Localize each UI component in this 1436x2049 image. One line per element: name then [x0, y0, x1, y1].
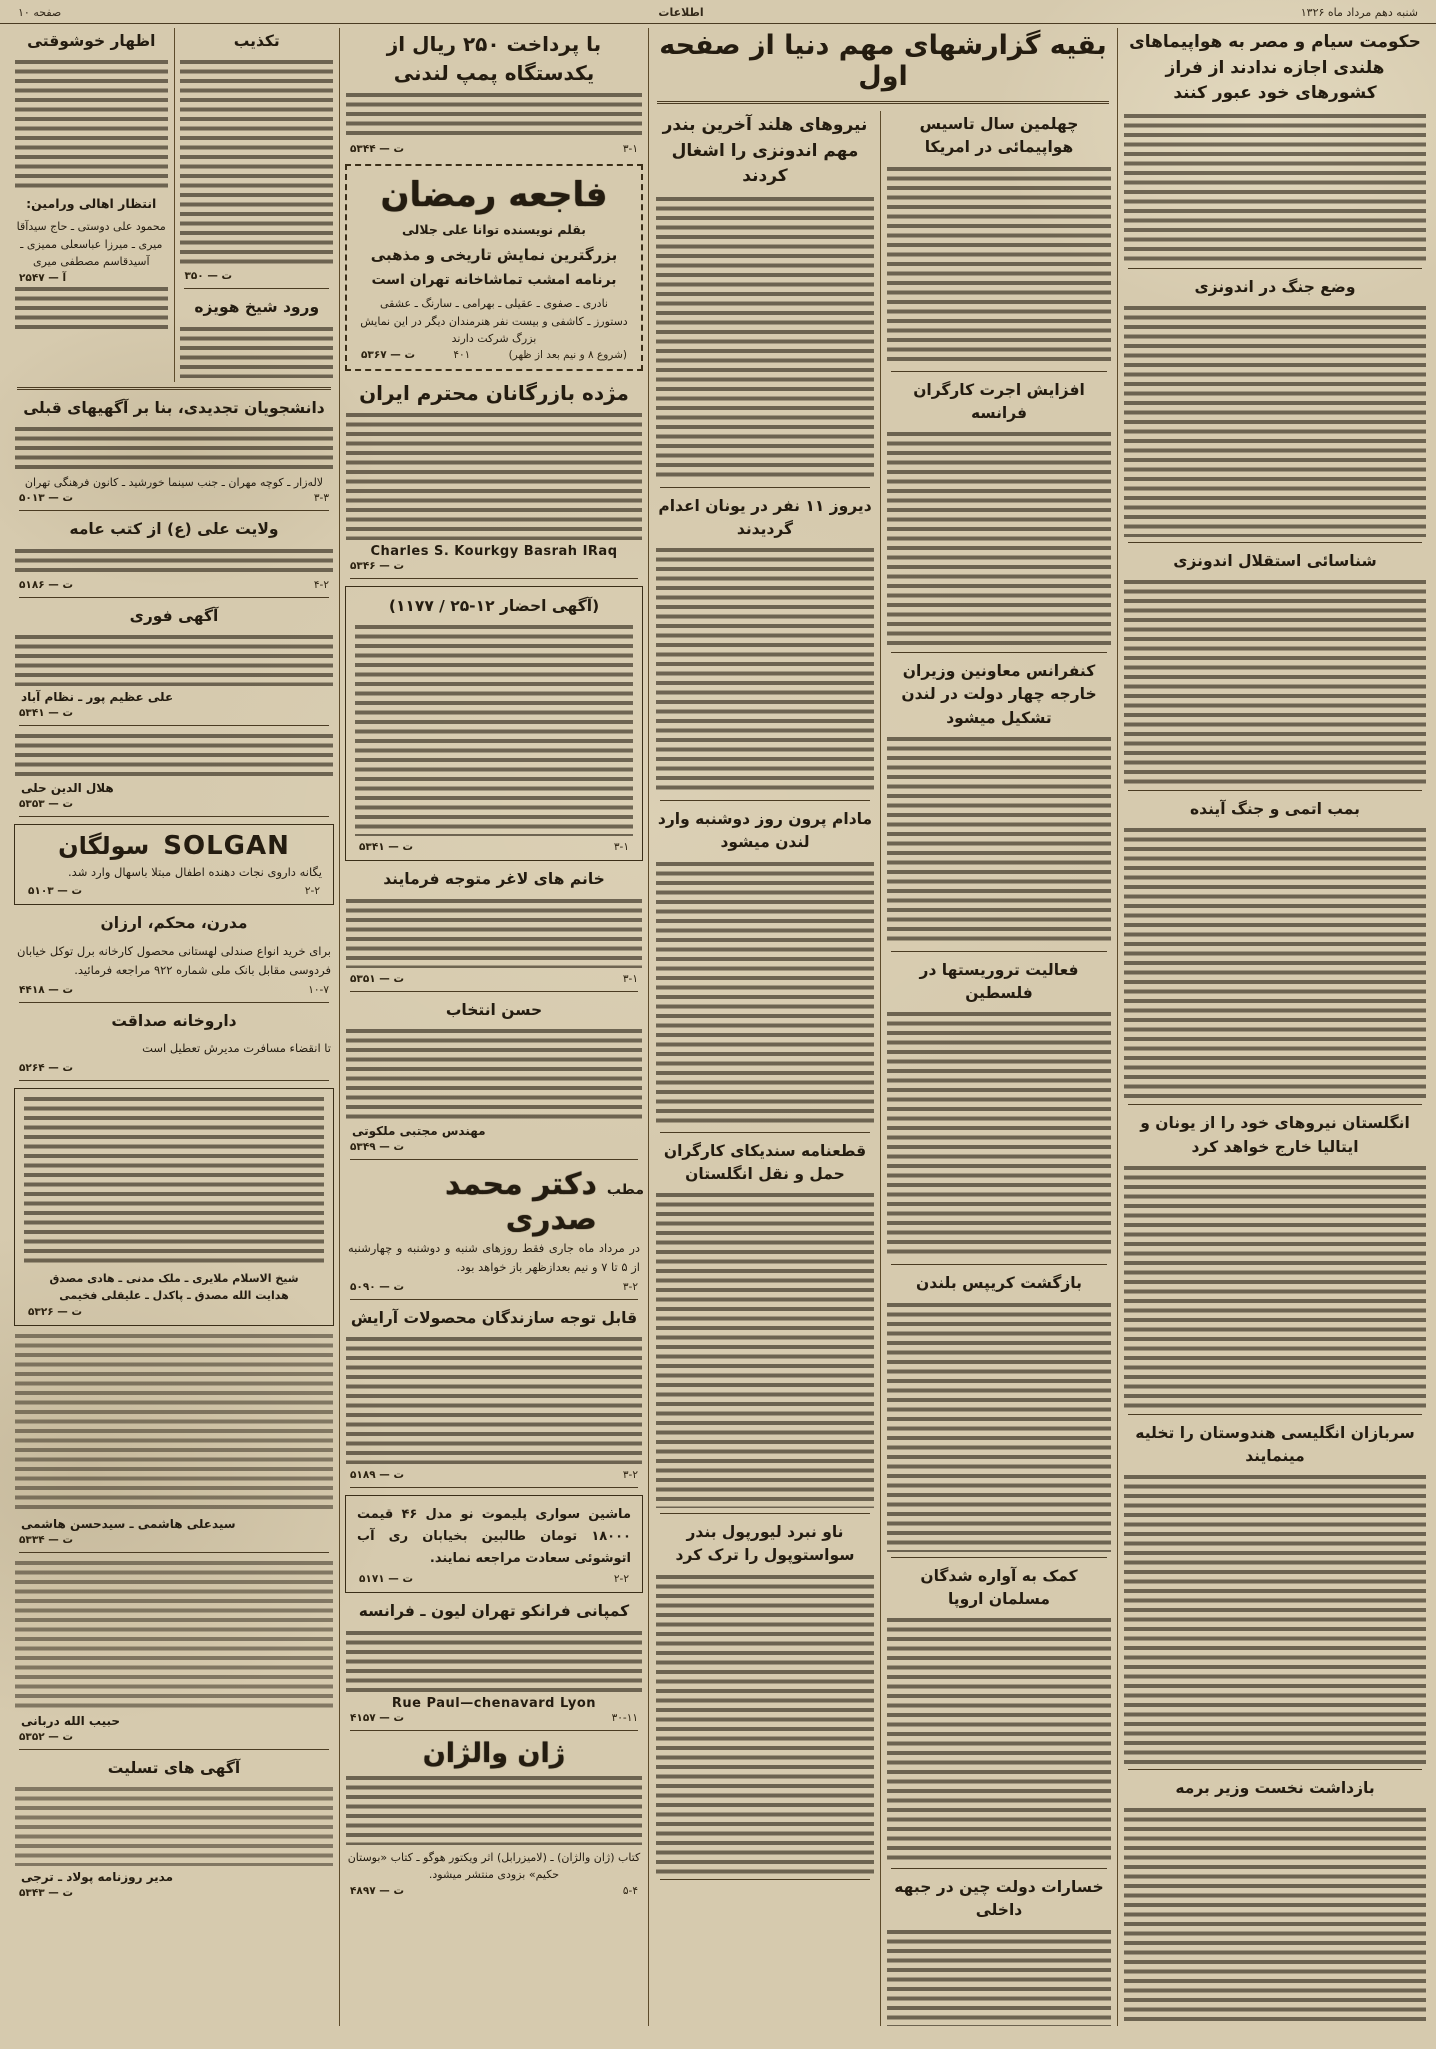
- ad-phone: ت — ۵۱۸۹: [350, 1469, 405, 1482]
- notice-condolence-ads: [13, 1757, 335, 1900]
- ad-footer: [13, 271, 170, 285]
- notice-signature: حبیب الله دربانی: [21, 1713, 121, 1728]
- ad-footer: [13, 983, 335, 997]
- notice-lead: انتظار اهالی ورامین:: [26, 196, 157, 212]
- article: [885, 113, 1113, 372]
- divider: [660, 1132, 870, 1133]
- article-title: ناو نبرد لیورپول بندر سواستوپول را ترک کرد: [675, 1523, 855, 1565]
- ad-body: تا انقضاء مسافرت مدیرش تعطیل است: [142, 1040, 331, 1055]
- ad-good-choice: [344, 999, 644, 1160]
- divider: [19, 1552, 329, 1553]
- article-body-text: [656, 547, 874, 795]
- classified-subcol-right: [178, 28, 335, 382]
- article: [654, 113, 876, 488]
- body-text-block: [15, 426, 333, 470]
- ad-phone: ت — ۵۳۵۲: [19, 1730, 74, 1743]
- ad-title: داروخانه صداقت: [111, 1011, 237, 1030]
- ad-summons: [345, 586, 643, 861]
- article-title: خسارات دولت چین در جبهه داخلی: [894, 1878, 1104, 1920]
- article: [654, 1140, 876, 1515]
- ad-phone: ت — ۵۳۵۱: [350, 972, 405, 985]
- ad-signature: مهندس مجتبی ملکوتی: [352, 1123, 486, 1138]
- body-text-block: [180, 59, 333, 265]
- ad-title: دانشجویان تجدیدی، بنا بر آگهیهای قبلی: [23, 398, 325, 417]
- ad-phone: ت — ۵۳۴۳: [19, 1886, 74, 1899]
- article-body-text: [887, 736, 1111, 946]
- divider: [19, 1080, 329, 1081]
- divider: [19, 597, 329, 598]
- column-rule: [648, 28, 649, 2026]
- lead-headline: بقیه گزارشهای مهم دنیا از صفحه اول: [659, 30, 1107, 92]
- article-body-text: [656, 1574, 874, 1874]
- ad-title: کمپانی فرانکو تهران لیون ـ فرانسه: [358, 1602, 630, 1621]
- ad-phone: ت — ۵۳۴۴: [350, 143, 405, 155]
- ad-body: یگانه داروی نجات دهنده اطفال مبتلا باسهال وارد شد.: [68, 864, 322, 879]
- column-rule: [339, 28, 340, 2026]
- article-body-text: [656, 1192, 874, 1508]
- column-classifieds-left: [13, 28, 335, 2026]
- divider: [891, 951, 1107, 952]
- ad-run-count: ۳-۱: [622, 972, 638, 985]
- ad-phone: ت — ۵۳۴۱: [359, 841, 414, 854]
- ad-run-count: ۳-۱: [613, 841, 629, 854]
- article-body-text: [887, 166, 1111, 366]
- ad-footer: [13, 706, 335, 720]
- article-title: انگلستان نیروهای خود را از یونان و ایتالیا خارج خواهد کرد: [1140, 1114, 1410, 1156]
- ad-body: ماشین سواری پلیموت نو مدل ۴۶ قیمت ۱۸۰۰۰ تومان طالبین بخیابان ری آب اتوشوئی سعادت مراجعه نمایند.: [357, 1507, 631, 1567]
- ad-caption: کتاب (ژان والژان) ـ (لامیزرابل) اثر ویکتور هوگو ـ کتاب «بوستان حکیم» بزودی منتشر میشود.: [347, 1850, 641, 1882]
- ad-solgan-medicine: [14, 824, 334, 906]
- ad-footer: [344, 972, 644, 986]
- divider: [19, 510, 329, 511]
- ad-ladies: [344, 868, 644, 991]
- divider: [350, 578, 638, 579]
- obituary-names: هدایت الله مصدق ـ پاکدل ـ علیقلی فخیمی: [59, 1289, 289, 1303]
- ad-phone: ت — ۵۳۴۹: [350, 1140, 405, 1153]
- solgan-persian-name: سولگان: [58, 831, 150, 860]
- ad-footer: [344, 1468, 644, 1482]
- column-rule: [880, 111, 881, 2026]
- masthead-title: اطلاعات: [658, 6, 704, 19]
- article: [1122, 798, 1428, 1105]
- divider: [350, 991, 638, 992]
- page-number: صفحه ۱۰: [18, 6, 62, 19]
- ad-title: قابل توجه سازندگان محصولات آرایش: [350, 1308, 638, 1327]
- ad-cast: نادری ـ صفوی ـ عقیلی ـ بهرامی ـ سارنگ ـ عشقی: [380, 297, 608, 311]
- ad-extra: دستورز ـ کاشفی و بیست نفر هنرمندان دیگر در این نمایش بزرگ شرکت دارند: [360, 314, 628, 346]
- article: [1122, 30, 1428, 269]
- divider: [1128, 268, 1422, 269]
- article-title: کمک به آواره شدگان مسلمان اروپا: [920, 1566, 1078, 1608]
- body-text-block: [15, 59, 168, 191]
- divider: [891, 371, 1107, 372]
- ad-run-count: ۳۰-۱۱: [611, 1711, 638, 1724]
- ad-furniture: [13, 912, 335, 1002]
- ad-phone: ت — ۵۰۱۳: [19, 492, 74, 505]
- ad-title: مژده بازرگانان محترم ایران: [359, 381, 629, 406]
- article-title: کنفرانس معاونین وزیران خارجه چهار دولت در لندن تشکیل میشود: [901, 662, 1097, 727]
- ad-phone: ت — ۳۵۰: [184, 270, 233, 283]
- ad-phone: ت — ۴۴۱۸: [19, 983, 74, 996]
- notice-title: آگهی های تسلیت: [107, 1758, 241, 1777]
- ad-run-count: ۳-۳: [313, 492, 329, 505]
- ad-line: بزرگترین نمایش تاریخی و مذهبی: [370, 245, 618, 264]
- ad-students: [13, 397, 335, 512]
- article-body-text: [656, 196, 874, 482]
- divider: [19, 1749, 329, 1750]
- column-rule: [174, 28, 175, 382]
- obituary-names: شیخ الاسلام ملایری ـ ملک مدنی ـ هادی مصدق: [49, 1271, 299, 1285]
- divider: [660, 487, 870, 488]
- solgan-latin-name: SOLGAN: [163, 830, 290, 861]
- divider: [657, 101, 1109, 104]
- ad-title: دکتر محمد صدری: [445, 1166, 597, 1237]
- ad-latin-address: Charles S. Kourkgy Basrah IRaq: [370, 544, 618, 560]
- article-title: چهلمین سال تاسیس هواپیمائی در امریکا: [919, 115, 1079, 157]
- body-text-block: [15, 733, 333, 777]
- article-body-text: [887, 1011, 1111, 1259]
- body-text-block: [346, 1336, 642, 1464]
- notice-title: ورود شیخ هویزه: [194, 298, 320, 317]
- ad-phone: ت — ۵۲۶۴: [19, 1061, 74, 1074]
- ad-title: حسن انتخاب: [445, 1000, 543, 1019]
- article-body-text: [1124, 1165, 1426, 1409]
- ad-footer: [13, 1730, 335, 1744]
- ad-plymouth-car: [345, 1495, 643, 1593]
- body-text-block: [15, 634, 333, 686]
- column-world-b: [654, 111, 876, 2026]
- ad-doctor-sadri: [344, 1167, 644, 1300]
- notice-helli: [13, 733, 335, 817]
- article-title: سربازان انگلیسی هندوستان را تخلیه مینمایند: [1135, 1423, 1415, 1465]
- ad-footer: [344, 559, 644, 573]
- article: [654, 1521, 876, 1880]
- divider: [1128, 1104, 1422, 1105]
- ad-byline: بقلم نویسنده توانا علی جلالی: [402, 222, 586, 237]
- body-text-block: [346, 1775, 642, 1845]
- article-body-text: [1124, 579, 1426, 785]
- body-text-block: [15, 548, 333, 574]
- article-body-text: [887, 1302, 1111, 1552]
- article: [885, 660, 1113, 952]
- ad-jean-valjean-book: [344, 1738, 644, 1898]
- divider: [184, 288, 329, 289]
- divider: [891, 1868, 1107, 1869]
- ad-footer: [344, 1711, 644, 1725]
- ad-phone: ت — ۵۱۷۱: [359, 1573, 414, 1586]
- divider: [891, 1557, 1107, 1558]
- notice-signature: مدیر روزنامه پولاد ـ ترجی: [21, 1869, 174, 1884]
- ad-phone: ت — ۵۱۰۳: [28, 885, 83, 898]
- article-body-text: [887, 1929, 1111, 2027]
- divider: [19, 816, 329, 817]
- article-title: حکومت سیام و مصر به هواپیماهای هلندی اجازه ندادند از فراز کشورهای خود عبور کنند: [1129, 32, 1421, 103]
- body-text-block: [15, 286, 168, 332]
- notice-names: محمود علی دوستی ـ حاج سیدآقا میری ـ میرزا عباسعلی ممیزی ـ آسیدقاسم مصطفی میری: [16, 220, 166, 269]
- body-text-block: [346, 412, 642, 540]
- ad-cosmetics: [344, 1307, 644, 1488]
- ad-footer: [355, 348, 633, 362]
- ad-footer: [13, 1061, 335, 1075]
- ad-title: آگهی فوری: [129, 606, 219, 625]
- notice-condolence: [13, 1560, 335, 1750]
- body-text-block: [346, 1028, 642, 1120]
- divider: [660, 800, 870, 801]
- ad-run-count: ۴۰۱: [453, 349, 471, 362]
- divider: [1128, 1769, 1422, 1770]
- ad-phone: ت — ۵۳۴۶: [350, 560, 405, 573]
- divider: [1128, 1414, 1422, 1415]
- ad-footer: [344, 1280, 644, 1294]
- article: [1122, 1112, 1428, 1415]
- article: [654, 495, 876, 802]
- body-text-block: [15, 1333, 333, 1513]
- article-title: بازداشت نخست وزیر برمه: [1175, 1779, 1375, 1798]
- body-text-block: [346, 92, 642, 138]
- column-ads-middle: [344, 28, 644, 2026]
- ad-footer: [22, 884, 326, 898]
- classified-top-columns: [13, 28, 335, 382]
- ad-title: ولایت علی (ع) از کتب عامه: [69, 520, 279, 539]
- ad-pump: [344, 30, 644, 156]
- ad-ramazan-play: [345, 164, 643, 371]
- ad-footer: [178, 269, 335, 283]
- article: [885, 1272, 1113, 1557]
- article-title: وضع جنگ در اندونزی: [1194, 277, 1356, 296]
- ad-run-count: ۳-۲: [622, 1469, 638, 1482]
- article-title: افزایش اجرت کارگران فرانسه: [913, 380, 1085, 422]
- article-body-text: [887, 431, 1111, 647]
- divider: [19, 1002, 329, 1003]
- article-title: بمب اتمی و جنگ آینده: [1190, 800, 1360, 818]
- ad-title: ژان والژان: [422, 1737, 566, 1769]
- ad-line: برنامه امشب تماشاخانه تهران است: [371, 272, 617, 289]
- divider: [891, 1264, 1107, 1265]
- ad-time: (شروع ۸ و نیم بعد از ظهر): [508, 349, 627, 362]
- article-title: نیروهای هلند آخرین بندر مهم اندونزی را اشغال کردند: [662, 115, 868, 186]
- column-world-right: [1122, 28, 1428, 2026]
- divider: [350, 1730, 638, 1731]
- ad-footer: [13, 797, 335, 811]
- body-text-block: [346, 1630, 642, 1692]
- divider: [660, 1513, 870, 1514]
- notice-signature: هلال الدین حلی: [21, 780, 114, 795]
- ad-footer: [353, 1572, 635, 1586]
- divider: [891, 652, 1107, 653]
- article: [1122, 1777, 1428, 2026]
- article: [1122, 1422, 1428, 1771]
- ad-run-count: ۳-۲: [622, 1280, 638, 1293]
- ad-footer: [13, 1533, 335, 1547]
- body-text-block: [24, 1096, 324, 1266]
- ad-footer: [13, 578, 335, 592]
- article-body-text: [1124, 1807, 1426, 2027]
- column-rule: [1117, 28, 1118, 2026]
- ad-footer: [13, 1886, 335, 1900]
- ad-kicker: مطب: [606, 1181, 644, 1198]
- column-world-center: [653, 28, 1113, 2026]
- article-body-text: [1124, 305, 1426, 537]
- ad-phone: ت — ۴۱۵۷: [350, 1711, 405, 1724]
- columns-container: [0, 24, 1436, 2026]
- article: [885, 959, 1113, 1266]
- ad-franco-shipping: [344, 1600, 644, 1730]
- divider: [17, 387, 331, 390]
- ad-footer: [13, 491, 335, 505]
- ad-pharmacy: [13, 1010, 335, 1081]
- ad-footer: [344, 142, 644, 156]
- divider: [350, 1159, 638, 1160]
- ad-run-count: ۱۰-۷: [308, 983, 329, 996]
- ad-title: (آگهی احضار ۱۲-۲۵ / ۱۱۷۷): [388, 597, 600, 616]
- ad-title: مدرن، محکم، ارزان: [100, 914, 248, 933]
- page-header: [0, 0, 1436, 24]
- article-title: بازگشت کریپس بلندن: [916, 1274, 1082, 1293]
- ad-run-count: ۲-۲: [613, 1573, 629, 1586]
- body-text-block: [15, 1786, 333, 1866]
- ad-run-count: ۴-۲: [313, 578, 329, 591]
- article: [654, 808, 876, 1133]
- ad-title: خانم های لاغر متوجه فرمایند: [383, 870, 605, 889]
- ad-run-count: ۳-۱: [622, 143, 638, 155]
- ad-latin-address: Rue Paul—chenavard Lyon: [391, 1695, 597, 1711]
- article: [885, 1565, 1113, 1870]
- ad-phone: ت — ۵۳۳۴: [19, 1533, 74, 1546]
- ad-book-velayat: [13, 518, 335, 597]
- divider: [19, 725, 329, 726]
- article-title: قطعنامه سندیکای کارگران حمل و نقل انگلستان: [663, 1141, 867, 1183]
- article-body-text: [656, 861, 874, 1127]
- body-text-block: [180, 326, 333, 378]
- body-text-block: [355, 624, 633, 836]
- ad-phone: ت — ۵۱۸۶: [19, 578, 74, 591]
- ad-footer: [344, 1140, 644, 1154]
- article-title: فعالیت تروریستها در فلسطین: [919, 960, 1079, 1002]
- ad-title: با پرداخت ۲۵۰ ریال از یکدستگاه پمپ لندنی: [386, 32, 602, 85]
- issue-date: شنبه دهم مرداد ماه ۱۳۲۶: [1300, 6, 1418, 19]
- ad-phone: ت — ۴۸۹۷: [350, 1884, 405, 1897]
- article: [1122, 550, 1428, 791]
- ad-run-count: ۲-۲: [304, 885, 320, 898]
- divider: [350, 1299, 638, 1300]
- ad-phone: ت — ۵۳۶۷: [361, 349, 416, 362]
- article-body-text: [1124, 1474, 1426, 1764]
- article-body-text: [887, 1617, 1111, 1863]
- ad-phone: ت — ۵۳۲۶: [28, 1305, 83, 1318]
- notice-signature: سیدعلی هاشمی ـ سیدحسن هاشمی: [21, 1516, 236, 1531]
- ad-phone: ت — ۵۳۴۱: [19, 706, 74, 719]
- article-title: مادام پرون روز دوشنبه وارد لندن میشود: [657, 810, 873, 852]
- divider: [1128, 790, 1422, 791]
- divider: [1128, 542, 1422, 543]
- article-title: شناسائی استقلال اندونزی: [1173, 551, 1377, 570]
- ad-signature: علی عظیم پور ـ نظام آباد: [21, 689, 174, 704]
- ad-phone: ت — ۵۰۹۰: [350, 1280, 405, 1293]
- ad-run-count: ۵-۴: [622, 1884, 638, 1897]
- column-world-a: [885, 111, 1113, 2026]
- body-text-block: [15, 1560, 333, 1710]
- ad-body: برای خرید انواع صندلی لهستانی محصول کارخانه برل توکل خیابان فردوسی مقابل بانک ملی شماره ۹۲۲ مراجعه فرمائید.: [17, 943, 331, 978]
- ad-merchants: [344, 379, 644, 579]
- article-body-text: [1124, 113, 1426, 263]
- article: [885, 1876, 1113, 2026]
- body-text-block: [346, 898, 642, 968]
- ad-footer: [353, 840, 635, 854]
- notice-title: تکذیب: [233, 32, 280, 50]
- ad-address: لاله‌زار ـ کوچه مهران ـ جنب سینما خورشید ـ کانون فرهنگی تهران: [24, 475, 324, 489]
- notice-obituary: [14, 1088, 334, 1326]
- ad-body: در مرداد ماه جاری فقط روزهای شنبه و دوشنبه و چهارشنبه از ۵ تا ۷ و نیم بعدازظهر باز خواهد بود.: [348, 1240, 640, 1275]
- ad-phone: آ — ۲۵۴۷: [19, 271, 67, 284]
- ad-urgent: [13, 605, 335, 726]
- article: [1122, 276, 1428, 543]
- classified-subcol-left: [13, 28, 170, 382]
- notice-condolence: [13, 1333, 335, 1553]
- ad-title: فاجعه رمضان: [380, 175, 608, 215]
- notice-title: اظهار خوشوقتی: [27, 32, 156, 50]
- divider: [660, 1879, 870, 1880]
- ad-phone: ت — ۵۳۵۳: [19, 797, 74, 810]
- article-body-text: [1124, 827, 1426, 1099]
- divider: [350, 1487, 638, 1488]
- ad-footer: [22, 1305, 326, 1319]
- article: [885, 379, 1113, 654]
- ad-footer: [344, 1884, 644, 1898]
- article-title: دیروز ۱۱ نفر در یونان اعدام گردیدند: [658, 496, 872, 538]
